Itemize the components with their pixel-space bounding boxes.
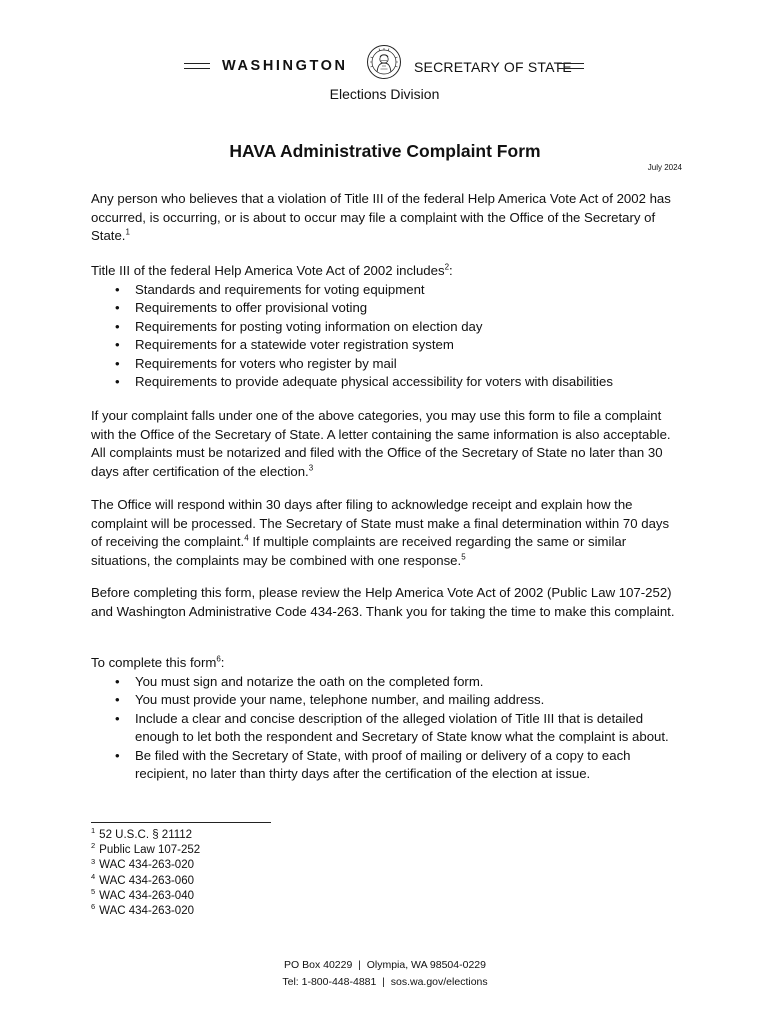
page-footer — [0, 957, 770, 991]
letterhead-rule-right — [558, 63, 584, 69]
footnote: $^4$ WAC 434-263-060 — [91, 871, 194, 887]
footnote: $^3$ WAC 434-263-020 — [91, 856, 194, 872]
list-item: • Requirements for posting voting information on election day — [91, 318, 683, 337]
list-item: • You must provide your name, telephone number, and mailing address. — [91, 691, 683, 710]
footnote-divider — [91, 822, 271, 823]
page-title: HAVA Administrative Complaint Form — [229, 141, 541, 161]
footer-contact: Tel: 1-800-448-4881 | sos.wa.gov/elections — [282, 976, 488, 988]
list-item: • Requirements to offer provisional voting — [91, 299, 683, 318]
list-item: • Be filed with the Secretary of State, with proof of mailing or delivery of a copy to each recipient, no later than thirty days after the certification of the election at issue. — [91, 747, 683, 784]
list-item: • Include a clear and concise description of the alleged violation of Title III that is detailed enough to let both the respondent and Secretary of State know what the complaint is about. — [91, 710, 683, 747]
form-date: July 2024 — [647, 163, 682, 172]
includes-list — [91, 281, 683, 392]
footer-address: PO Box 40229 | Olympia, WA 98504-0229 — [284, 959, 486, 971]
letterhead-state: WASHINGTON — [222, 58, 348, 74]
list-item: • Requirements for a statewide voter registration system — [91, 336, 683, 355]
complete-list — [91, 673, 683, 784]
footnote-ref: 2 — [444, 262, 450, 272]
footnote-ref: 5 — [461, 552, 466, 562]
letterhead-rule-left — [184, 63, 210, 69]
footnote-ref: 1 — [125, 227, 130, 237]
letterhead-office: SECRETARY OF STATE — [414, 59, 572, 75]
footnote-ref: 3 — [308, 463, 314, 473]
list-item: • Standards and requirements for voting equipment — [91, 281, 683, 300]
review-paragraph: Before completing this form, please review the Help America Vote Act of 2002 (Public Law 107-252) and Washington Administrative Code 434-263. Thank you for taking the time to make this complaint. — [91, 585, 675, 619]
footnotes — [91, 828, 200, 919]
footnote: $^2$ Public Law 107-252 — [91, 841, 201, 857]
state-seal-icon — [366, 44, 402, 80]
footnote-ref: 4 — [244, 533, 249, 543]
footnote: $^5$ WAC 434-263-040 — [91, 886, 194, 902]
list-item: • Requirements to provide adequate physical accessibility for voters with disabilities — [91, 373, 683, 392]
footnote: $^1$ 52 U.S.C. § 21112 — [91, 826, 193, 841]
includes-section: Title III of the federal Help America Vote Act of 2002 includes$^2$: • Standards and requirements for voting equipment • Requirements to offer provisional voting • Requirements for posting voting information on election day • Requirements for a statewide voter registration system • Requirements for voters who register by mail • Requirements to provide adequate physical accessibility for voters with disabilities — [91, 262, 683, 392]
filing-paragraph: If your complaint falls under one of the above categories, you may use this form to file a complaint with the Office of the Secretary of State. A letter containing the same information is also acceptable. All complaints must be notarized and filed with the Office of the Secretary of State no later than 30 days after certification of the election.$^3$ — [91, 408, 671, 479]
list-item: • You must sign and notarize the oath on the completed form. — [91, 673, 683, 692]
footnote: $^6$ WAC 434-263-020 — [91, 902, 194, 918]
complete-section: To complete this form$^6$: • You must sign and notarize the oath on the completed form. • You must provide your name, telephone number, and mailing address. • Include a clear and concise description of the alleged violation of Title III that is detailed enough to let both the respondent and Secretary of State know what the complaint is about. • Be filed with the Secretary of State, with proof of mailing or delivery of a copy to each recipient, no later than thirty days after the certification of the election at issue. — [91, 654, 683, 784]
list-item: • Requirements for voters who register by mail — [91, 355, 683, 374]
footnote-ref: 6 — [216, 654, 221, 664]
response-paragraph: The Office will respond within 30 days after filing to acknowledge receipt and explain how the complaint will be processed. The Secretary of State must make a final determination within 70 days of receiving the complaint.$^4$ If multiple complaints are received regarding the same or similar situations, the complaints may be combined with one response.$^5$ — [91, 497, 670, 568]
letterhead-division: Elections Division — [329, 86, 440, 102]
intro-paragraph: Any person who believes that a violation of Title III of the federal Help America Vote Act of 2002 has occurred, is occurring, or is about to occur may file a complaint with the Office of the Secretary of State.$^1$ — [91, 191, 671, 243]
